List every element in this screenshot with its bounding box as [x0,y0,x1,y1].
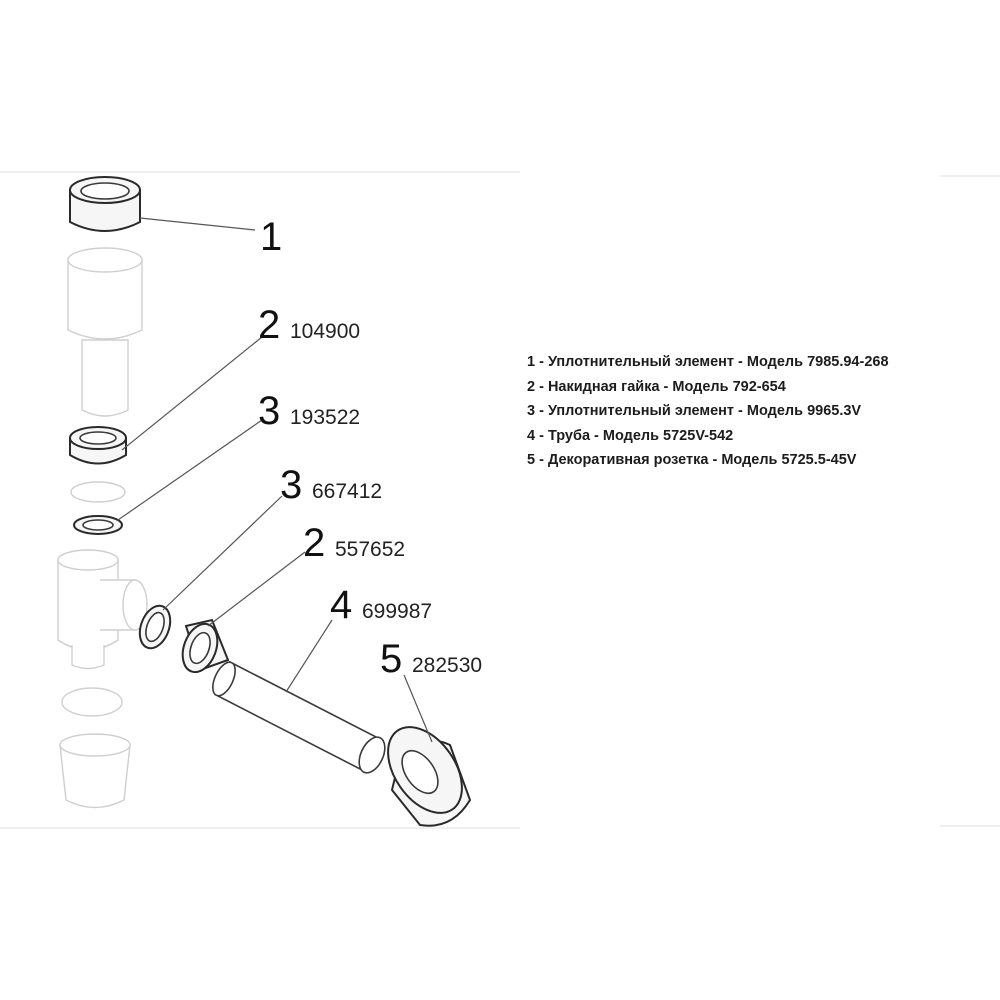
callout-2b-number: 2 [303,521,326,565]
callout-4-code: 699987 [362,600,433,623]
part-4-pipe [208,659,390,777]
callout-4-number: 4 [330,583,353,627]
callout-3-number: 3 [258,389,281,433]
leader-line-3-top [118,420,262,520]
faint-upper-pipe [68,248,142,416]
faint-bottom-cup [60,734,130,808]
callout-3b-number: 3 [280,463,303,507]
leader-line-2-side [208,552,305,626]
legend-item-4: 4 - Труба - Модель 5725V-542 [527,427,734,444]
leader-line-4 [286,620,332,692]
callout-3-code: 193522 [290,406,361,429]
callout-5-number: 5 [380,637,403,681]
part-1-sealing-sleeve [70,177,140,231]
callout-1-number: 1 [260,215,283,259]
leader-line-1 [140,218,255,230]
callout-2-code: 104900 [290,320,361,343]
parts-legend [527,350,987,473]
part-5-decorative-rosette [373,713,477,826]
callout-2-number: 2 [258,303,281,347]
leader-line-3-side [163,496,282,610]
part-3-seal-ring-top [74,516,122,534]
legend-item-1: 1 - Уплотнительный элемент - Модель 7985.94-268 [527,354,889,370]
faint-ring-lower [62,688,122,716]
faint-trap-body [58,550,147,669]
legend-item-5: 5 - Декоративная розетка - Модель 5725.5-45V [527,452,857,468]
faint-ring-upper [71,482,125,502]
legend-item-2: 2 - Накидная гайка - Модель 792-654 [527,378,786,395]
legend-item-3: 3 - Уплотнительный элемент - Модель 9965.3V [527,403,862,419]
leader-line-2-top [122,337,262,450]
callout-5-code: 282530 [412,654,483,677]
callout-3b-code: 667412 [312,480,383,503]
part-2-union-nut-top [70,427,126,464]
callout-2b-code: 557652 [335,538,406,561]
